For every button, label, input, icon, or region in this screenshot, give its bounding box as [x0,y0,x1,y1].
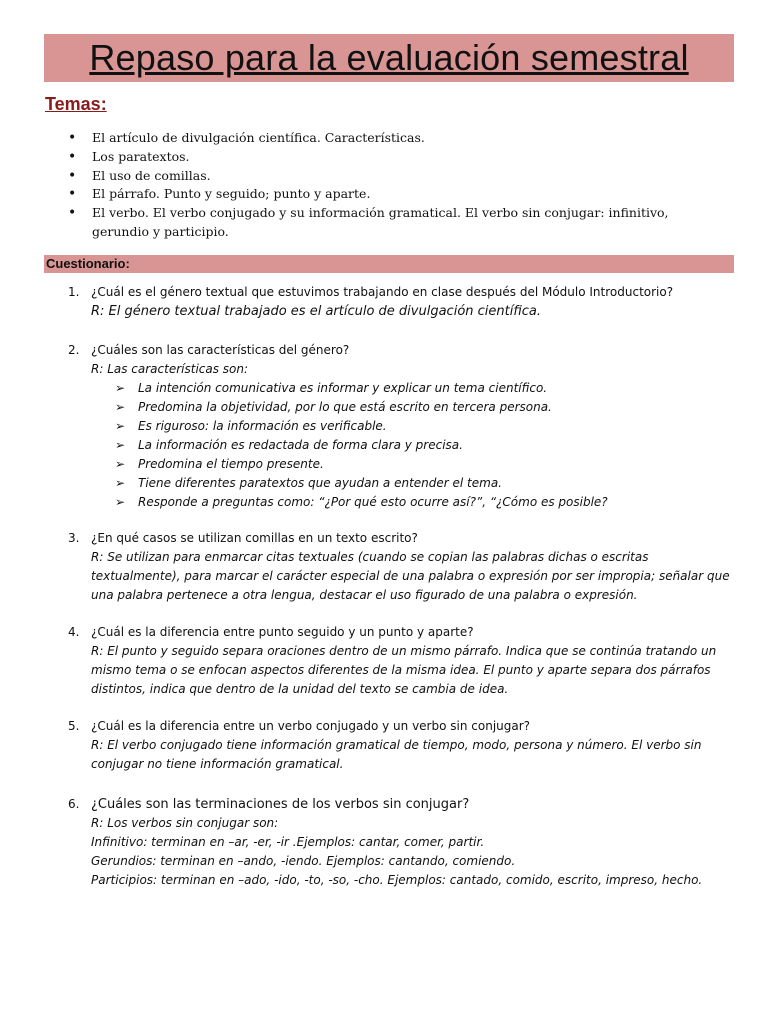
temas-item: • El verbo. El verbo conjugado y su información gramatical. El verbo sin conjugar: infinitivo, gerundio y participio. [68,204,718,242]
answer-text: R: Los verbos sin conjugar son: [91,816,279,830]
arrow-bullet-icon: ➢ [115,476,126,490]
cuestionario-banner [44,255,734,273]
question-1 [68,283,734,321]
temas-item: • El párrafo. Punto y seguido; punto y aparte. [68,185,718,204]
list-item: ➢ Responde a preguntas como: “¿Por qué esto ocurre así?”, “¿Cómo es posible? [115,493,734,512]
answer-text: R: El verbo conjugado tiene información gramatical de tiempo, modo, persona y número. El verbo sin conjugar no tiene información gramatical. [91,738,702,771]
arrow-bullet-icon: ➢ [115,457,126,471]
answer-text: R: El punto y seguido separa oraciones dentro de un mismo párrafo. Indica que se continúa tratando un mismo tema o se enfocan aspectos diferentes de la misma idea. El punto y aparte separa dos párrafos distintos, indica que dentro de la unidad del texto se cambia de idea. [91,644,717,696]
temas-list [68,129,718,242]
question-3 [68,529,734,605]
question-2 [68,341,734,512]
question-number: 2. [68,343,80,357]
arrow-bullet-icon: ➢ [115,419,126,433]
arrow-bullet-icon: ➢ [115,495,126,509]
question-text: ¿En qué casos se utilizan comillas en un texto escrito? [91,531,418,545]
temas-item: • El artículo de divulgación científica. Características. [68,129,718,148]
list-item: ➢ Predomina la objetividad, por lo que está escrito en tercera persona. [115,398,734,417]
answer-text: R: El género textual trabajado es el artículo de divulgación científica. [91,304,541,319]
question-6 [68,795,734,890]
question-number: 4. [68,625,80,639]
answer-text: R: Se utilizan para enmarcar citas textuales (cuando se copian las palabras dichas o escritas textualmente), para marcar el carácter especial de una palabra o expresión por ser impropia; señalar que una palabra pertenece a otra lengua, destacar el uso figurado de una palabra o expresión. [91,550,730,602]
list-item: ➢ Tiene diferentes paratextos que ayudan a entender el tema. [115,474,734,493]
temas-item: • Los paratextos. [68,148,718,167]
temas-heading: Temas: [45,94,107,114]
arrow-bullet-icon: ➢ [115,400,126,414]
answer-line: Infinitivo: terminan en –ar, -er, -ir .Ejemplos: cantar, comer, partir. [91,835,485,849]
list-item: ➢ La información es redactada de forma clara y precisa. [115,436,734,455]
answer-line: Gerundios: terminan en –ando, -iendo. Ejemplos: cantando, comiendo. [91,854,516,868]
question-number: 1. [68,285,80,299]
temas-item: • El uso de comillas. [68,167,718,186]
question-text: ¿Cuáles son las terminaciones de los verbos sin conjugar? [91,797,470,812]
answer-line: Participios: terminan en –ado, -ido, -to, -so, -cho. Ejemplos: cantado, comido, escrito, impreso, hecho. [91,873,703,887]
question-text: ¿Cuál es la diferencia entre punto seguido y un punto y aparte? [91,625,474,639]
arrow-bullet-icon: ➢ [115,438,126,452]
list-item: ➢ Predomina el tiempo presente. [115,455,734,474]
question-number: 5. [68,719,80,733]
question-number: 3. [68,531,80,545]
question-number: 6. [68,797,80,811]
title-banner [44,34,734,82]
characteristics-list [91,379,734,512]
question-text: ¿Cuál es el género textual que estuvimos trabajando en clase después del Módulo Introductorio? [91,285,674,299]
list-item: ➢ Es riguroso: la información es verificable. [115,417,734,436]
question-text: ¿Cuál es la diferencia entre un verbo conjugado y un verbo sin conjugar? [91,719,531,733]
question-text: ¿Cuáles son las características del género? [91,343,350,357]
arrow-bullet-icon: ➢ [115,381,126,395]
cuestionario-heading: Cuestionario: [46,256,130,271]
question-4 [68,623,734,699]
page-title: Repaso para la evaluación semestral [89,37,689,78]
answer-text: R: Las características son: [91,362,249,376]
list-item: ➢ La intención comunicativa es informar y explicar un tema científico. [115,379,734,398]
question-5 [68,717,734,774]
